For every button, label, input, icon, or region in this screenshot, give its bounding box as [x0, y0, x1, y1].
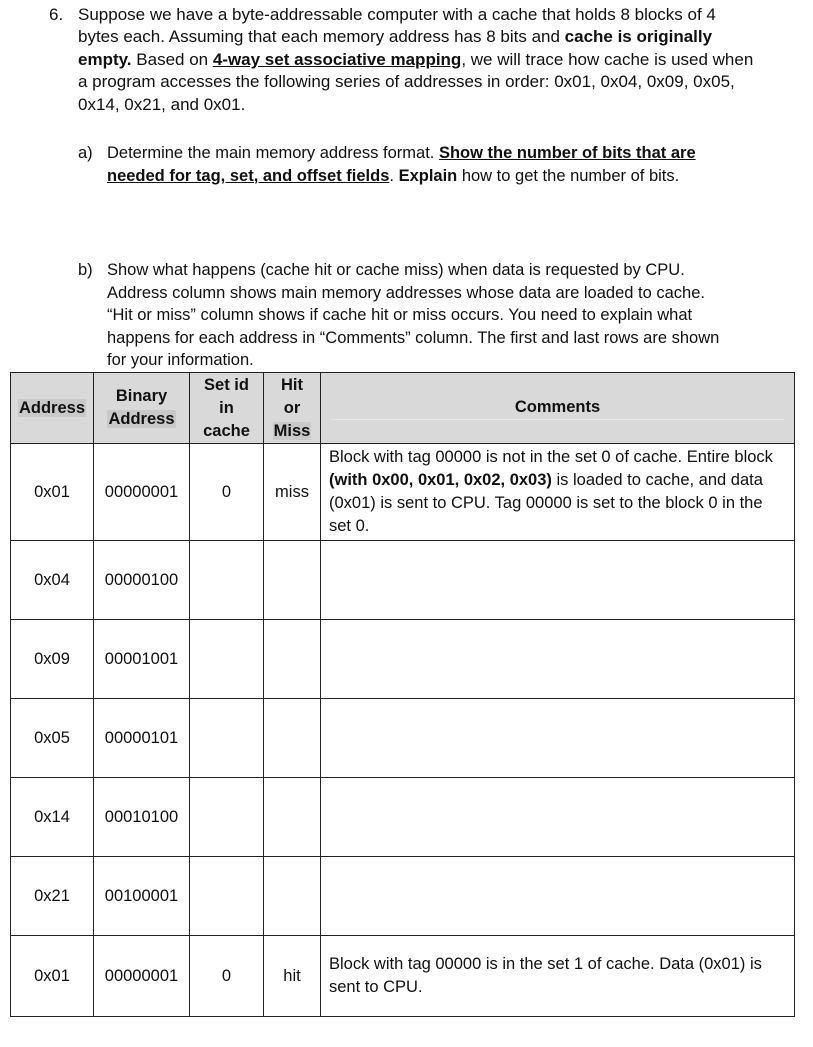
cell-address: 0x21: [11, 857, 94, 936]
table-row: [11, 778, 795, 857]
cell-binary: 00010100: [94, 778, 190, 857]
cell-binary: 00001001: [94, 620, 190, 699]
cell-binary: 00000101: [94, 699, 190, 778]
table-header-row: [11, 373, 795, 444]
cell-comment: Block with tag 00000 is not in the set 0 of cache. Entire block (with 0x00, 0x01, 0x02, 0x03) is loaded to cache, and data (0x01) is sent to CPU. Tag 00000 is set to the block 0 in the set 0.: [321, 444, 795, 541]
table-row: [11, 857, 795, 936]
table-row: [11, 444, 795, 541]
cell-set: 0: [190, 936, 264, 1017]
cell-set[interactable]: [190, 620, 264, 699]
cell-address: 0x14: [11, 778, 94, 857]
cell-comment: Block with tag 00000 is in the set 1 of cache. Data (0x01) is sent to CPU.: [321, 936, 795, 1017]
part-b-label: b): [78, 261, 93, 279]
underlined-text: 4-way set associative mapping: [212, 49, 462, 69]
cell-set[interactable]: [190, 778, 264, 857]
header-binary-address: Binary Address: [94, 373, 190, 444]
bold-text: cache is originally empty.: [78, 27, 713, 69]
header-hit-or-miss: Hit or Miss: [264, 373, 321, 444]
cell-comment[interactable]: [321, 620, 795, 699]
header-address: Address: [11, 373, 94, 444]
part-a-text: Determine the main memory address format. Show the number of bits that are needed for tag, set, and offset fields. Explain how to get the number of bits.: [107, 144, 696, 185]
table-row: [11, 936, 795, 1017]
cell-hit[interactable]: [264, 778, 321, 857]
cell-comment[interactable]: [321, 778, 795, 857]
cell-binary: 00000100: [94, 541, 190, 620]
table-row: [11, 699, 795, 778]
cache-trace-table: [10, 372, 795, 1017]
cell-comment[interactable]: [321, 541, 795, 620]
cell-set[interactable]: [190, 699, 264, 778]
cell-set: 0: [190, 444, 264, 541]
table-row: [11, 620, 795, 699]
cell-comment[interactable]: [321, 857, 795, 936]
cell-comment[interactable]: [321, 699, 795, 778]
cell-binary: 00100001: [94, 857, 190, 936]
cell-address: 0x01: [11, 936, 94, 1017]
table-row: [11, 541, 795, 620]
cell-set[interactable]: [190, 857, 264, 936]
header-comments: Comments: [321, 373, 795, 444]
cell-address: 0x04: [11, 541, 94, 620]
question-text: Suppose we have a byte-addressable computer with a cache that holds 8 blocks of 4 bytes each. Assuming that each memory address has 8 bits and cache is originally empty. Based on 4-way set associative mapping, we will trace how cache is used when a program accesses the following series of addresses in order: 0x01, 0x04, 0x09, 0x05, 0x14, 0x21, and 0x01.: [78, 5, 754, 114]
part-a-bold: Explain: [398, 166, 458, 185]
header-set-id: Set id in cache: [190, 373, 264, 444]
cell-binary: 00000001: [94, 936, 190, 1017]
cell-hit: hit: [264, 936, 321, 1017]
cell-hit[interactable]: [264, 620, 321, 699]
cell-set[interactable]: [190, 541, 264, 620]
part-a-label: a): [78, 144, 93, 162]
part-a-underlined: Show the number of bits that are needed for tag, set, and offset fields: [107, 144, 696, 185]
cell-address: 0x01: [11, 444, 94, 541]
cell-address: 0x05: [11, 699, 94, 778]
cell-address: 0x09: [11, 620, 94, 699]
cell-binary: 00000001: [94, 444, 190, 541]
question-number: 6.: [49, 5, 64, 24]
cell-hit: miss: [264, 444, 321, 541]
cell-hit[interactable]: [264, 541, 321, 620]
cell-hit[interactable]: [264, 857, 321, 936]
part-b-text: Show what happens (cache hit or cache miss) when data is requested by CPU. Address column shows main memory addresses whose data are loaded to cache. “Hit or miss” column shows if cache hit or miss occurs. You need to explain what happens for each address in “Comments” column. The first and last rows are shown for your information.: [107, 261, 720, 369]
cell-hit[interactable]: [264, 699, 321, 778]
